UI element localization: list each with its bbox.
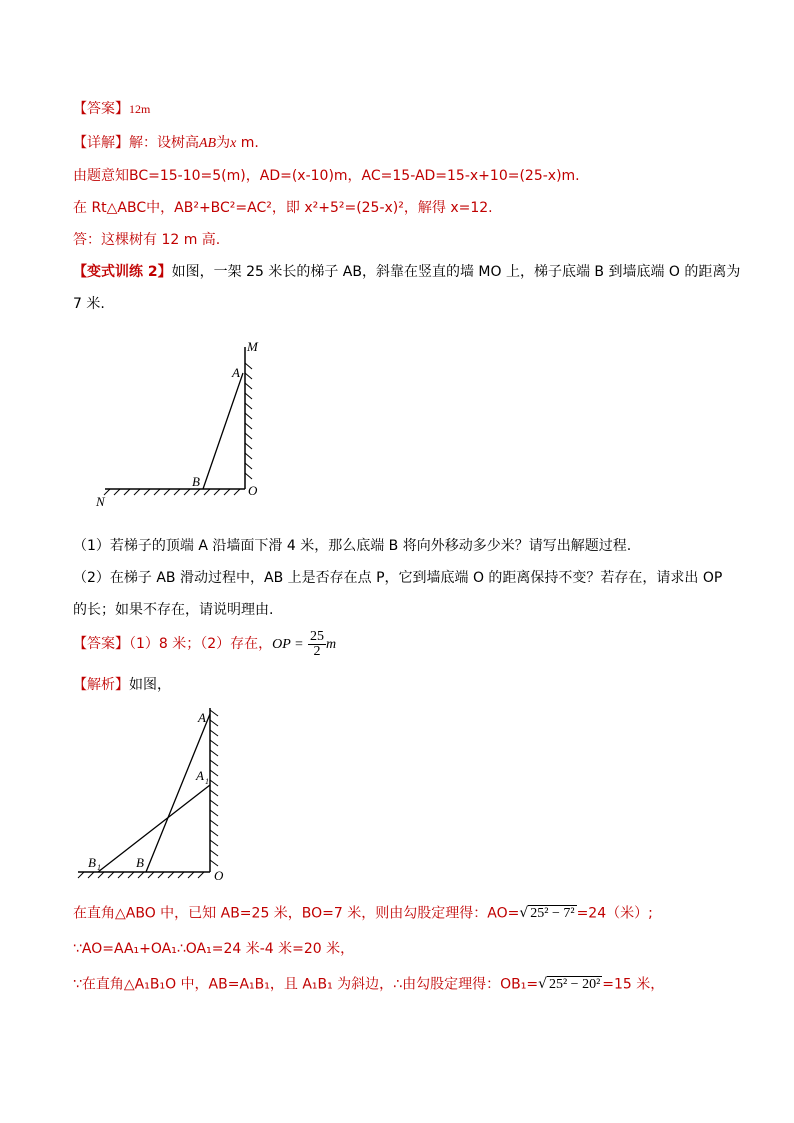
ladder-figure-1 xyxy=(90,335,275,515)
fraction-25-2 xyxy=(308,630,326,659)
label-B1-sub: 1 xyxy=(97,863,101,872)
answer-line xyxy=(73,100,150,118)
ladder-figure-2 xyxy=(74,700,234,890)
answer-2-unit: m xyxy=(325,637,337,652)
answer-value: 12m xyxy=(129,102,151,116)
step-1-post: =24（米）; xyxy=(576,905,653,922)
label-O: O xyxy=(214,868,224,883)
label-N: N xyxy=(96,494,105,509)
detail-text-1: 解：设树高 xyxy=(129,135,199,151)
step-1-radicand: 25² − 7² xyxy=(530,906,575,921)
sqrt-icon: √ 25² − 20² xyxy=(538,976,601,992)
variant-text: 如图，一架 25 米长的梯子 AB，斜靠在竖直的墙 MO 上，梯子底端 B 到墙底端 O 的距离为 xyxy=(171,264,741,280)
analysis-text: 如图， xyxy=(129,677,171,693)
detail-line-3: 由题意知BC=15-10=5(m)，AD=(x-10)m，AC=15-AD=15-x+10=(25-x)m. xyxy=(73,168,580,184)
fraction-denominator: 2 xyxy=(313,643,321,659)
detail-line xyxy=(73,134,259,153)
question-2b: 的长；如果不存在，请说明理由. xyxy=(73,602,274,618)
detail-line-5: 答：这棵树有 12 m 高. xyxy=(73,232,221,248)
step-3-radicand: 25² − 20² xyxy=(548,977,601,992)
solution-step-2: ∵AO=AA₁+OA₁∴OA₁=24 米-4 米=20 米， xyxy=(73,941,355,957)
detail-text-2: 为 xyxy=(216,135,231,151)
step-3-pre: ∵在直角△A₁B₁O 中，AB=A₁B₁，且 A₁B₁ 为斜边，∴由勾股定理得：OB₁= xyxy=(73,976,539,993)
answer-tag: 【答案】 xyxy=(73,101,129,117)
detail-tag: 【详解】 xyxy=(73,135,129,151)
label-A: A xyxy=(198,710,206,725)
analysis-tag: 【解析】 xyxy=(73,677,129,693)
step-1-pre: 在直角△ABO 中，已知 AB=25 米，BO=7 米，则由勾股定理得：AO= xyxy=(73,905,520,922)
label-B: B xyxy=(136,855,144,870)
answer-2-tag: 【答案】 xyxy=(73,636,129,652)
variant-line xyxy=(73,263,740,281)
question-1: （1）若梯子的顶端 A 沿墙面下滑 4 米，那么底端 B 将向外移动多少米？请写出解题过程. xyxy=(73,538,632,554)
label-O: O xyxy=(248,483,258,498)
label-B1: B xyxy=(88,855,96,870)
fraction-numerator: 25 xyxy=(309,628,324,644)
detail-text-3: m. xyxy=(236,135,259,151)
label-A1: A xyxy=(196,768,204,783)
analysis-line xyxy=(73,676,171,694)
label-M: M xyxy=(247,339,258,354)
step-3-post: =15 米， xyxy=(602,976,665,993)
sqrt-icon: √ 25² − 7² xyxy=(519,905,575,921)
question-2a: （2）在梯子 AB 滑动过程中，AB 上是否存在点 P，它到墙底端 O 的距离保持不变？若存在，请求出 OP xyxy=(73,570,723,586)
detail-ab: AB xyxy=(199,136,217,151)
answer-2-line xyxy=(73,624,336,664)
label-B: B xyxy=(192,474,200,489)
variant-line-2: 7 米. xyxy=(73,296,105,312)
solution-step-3 xyxy=(73,973,664,995)
label-A1-sub: 1 xyxy=(205,777,209,786)
detail-x: x xyxy=(230,136,237,151)
answer-2-op: OP = xyxy=(272,637,304,652)
detail-line-4: 在 Rt△ABC中，AB²+BC²=AC²，即 x²+5²=(25-x)²，解得 x=12. xyxy=(73,200,493,216)
variant-tag: 【变式训练 2】 xyxy=(73,264,172,280)
answer-2-text: （1）8 米；（2）存在， xyxy=(129,636,273,652)
label-A: A xyxy=(232,365,240,380)
solution-step-1 xyxy=(73,902,653,924)
